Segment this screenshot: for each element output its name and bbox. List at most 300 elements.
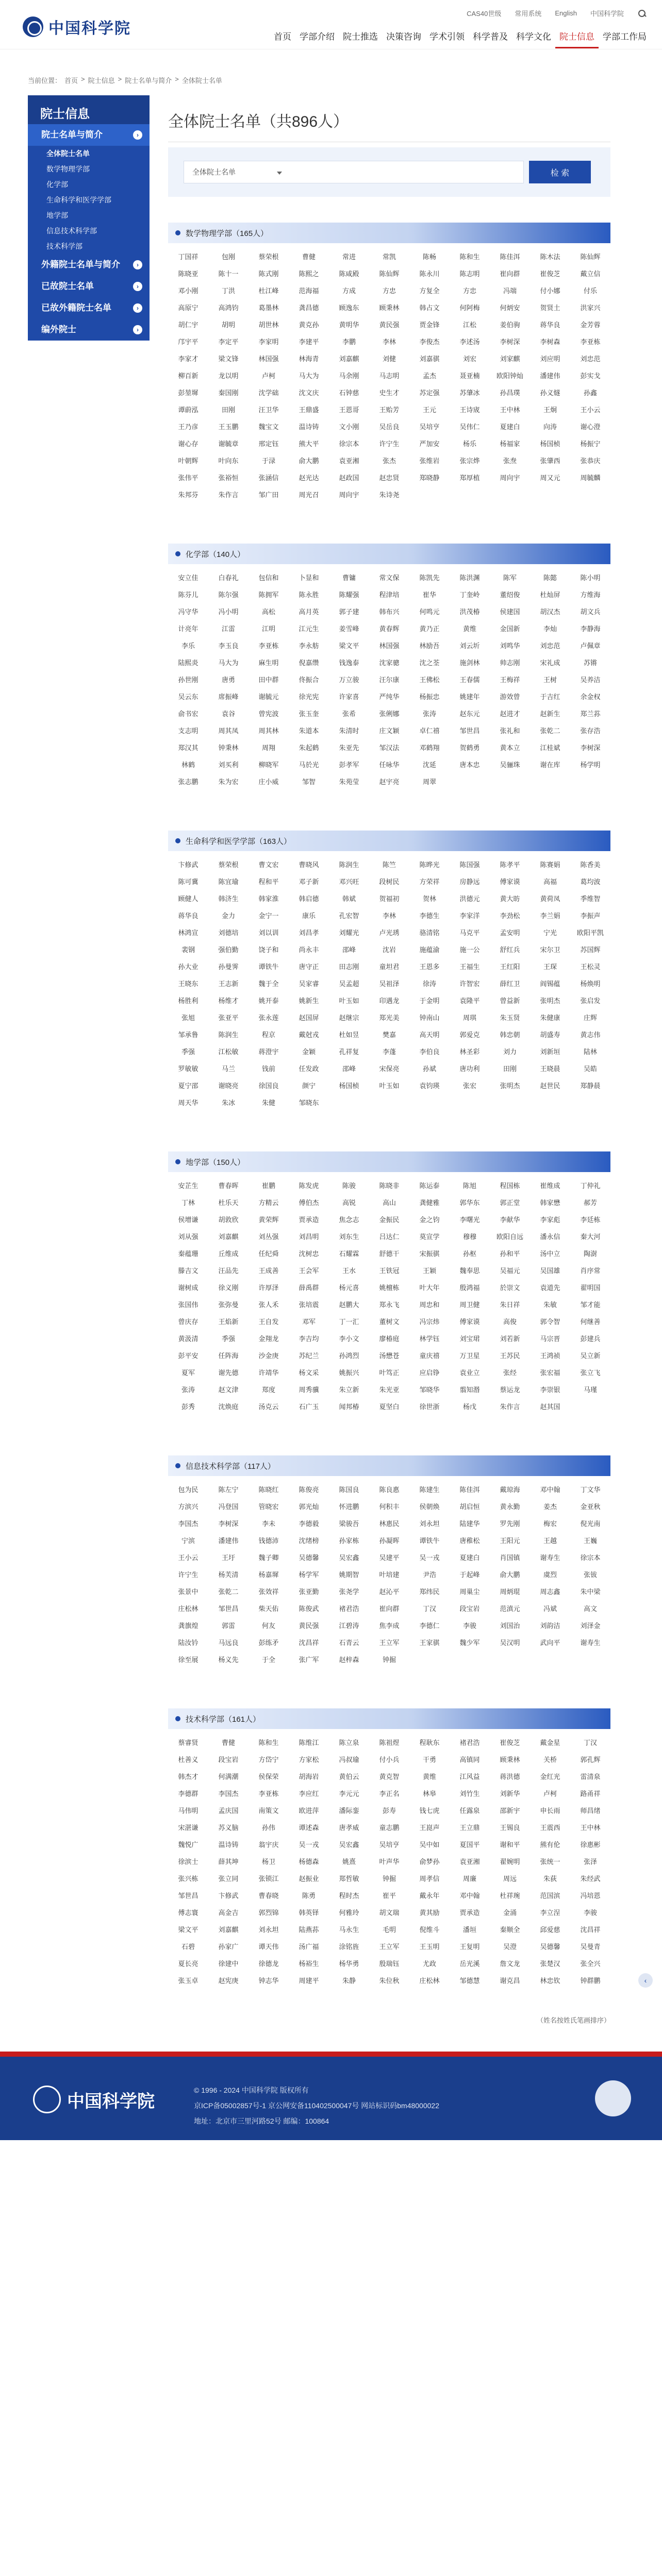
member-name-link[interactable]: 陈运泰 [419, 1182, 440, 1190]
member-name-link[interactable]: 洪家兴 [580, 304, 601, 312]
member-name-link[interactable]: 马远良 [218, 1639, 239, 1647]
member-name-link[interactable]: 郑度 [261, 1386, 275, 1394]
member-name-link[interactable]: 谭蔚泓 [178, 406, 198, 414]
member-name-link[interactable]: 汤广福 [299, 1943, 319, 1951]
sidebar-sub-info[interactable]: 信息技术科学部 [46, 227, 97, 235]
member-name-link[interactable]: 包刚 [221, 253, 235, 261]
member-name-link[interactable]: 李林 [382, 338, 396, 346]
member-name-link[interactable]: 崔华 [422, 591, 436, 599]
member-name-link[interactable]: 姚檀栋 [379, 1284, 400, 1292]
member-name-link[interactable]: 夏建白 [459, 1554, 480, 1562]
member-name-link[interactable]: 陈军 [503, 574, 517, 582]
member-name-link[interactable]: 方家松 [299, 1756, 319, 1764]
member-name-link[interactable]: 尚永丰 [299, 946, 319, 954]
member-name-link[interactable]: 黄大昉 [500, 895, 520, 903]
member-name-link[interactable]: 吴伟仁 [459, 423, 480, 431]
member-name-link[interactable]: 黄克智 [379, 1773, 400, 1781]
member-name-link[interactable]: 焦念志 [339, 1216, 359, 1224]
member-name-link[interactable]: 申长雨 [540, 1807, 560, 1815]
member-name-link[interactable]: 张永莲 [258, 1014, 279, 1022]
member-name-link[interactable]: 马宗晋 [540, 1335, 560, 1343]
member-name-link[interactable]: 丁文华 [580, 1486, 601, 1494]
member-name-link[interactable]: 林国强 [258, 355, 279, 363]
member-name-link[interactable]: 陈懿 [543, 574, 557, 582]
member-name-link[interactable]: 秦大河 [580, 1233, 601, 1241]
member-name-link[interactable]: 王炯 [543, 406, 557, 414]
member-name-link[interactable]: 傅志寰 [178, 1909, 198, 1917]
member-name-link[interactable]: 李未 [261, 1520, 275, 1528]
member-name-link[interactable]: 谢毓元 [258, 693, 279, 701]
member-name-link[interactable]: 张人禾 [258, 1301, 279, 1309]
member-name-link[interactable]: 杨振宁 [580, 440, 601, 448]
member-name-link[interactable]: 陈佳洱 [500, 253, 520, 261]
member-name-link[interactable]: 谢树成 [178, 1284, 198, 1292]
member-name-link[interactable]: 田志刚 [339, 963, 359, 971]
member-name-link[interactable]: 陈小明 [580, 574, 601, 582]
member-name-link[interactable]: 王中林 [500, 406, 520, 414]
member-name-link[interactable]: 吴培亨 [379, 1841, 400, 1849]
member-name-link[interactable]: 韩斌 [342, 895, 356, 903]
member-name-link[interactable]: 陈建生 [419, 1486, 440, 1494]
member-name-link[interactable]: 童庆禧 [419, 1352, 440, 1360]
nav-members[interactable]: 院士信息 [555, 31, 599, 48]
member-name-link[interactable]: 方荣祥 [419, 878, 440, 886]
member-name-link[interactable]: 李述汤 [459, 338, 480, 346]
member-name-link[interactable]: 干勇 [422, 1756, 436, 1764]
member-name-link[interactable]: 李家洋 [459, 912, 480, 920]
member-name-link[interactable]: 邓兴旺 [339, 878, 359, 886]
member-name-link[interactable]: 何炳安 [500, 304, 520, 312]
member-name-link[interactable]: 黄克孙 [299, 321, 319, 329]
member-name-link[interactable]: 孙和平 [500, 1250, 520, 1258]
member-name-link[interactable]: 施一公 [459, 946, 480, 954]
member-name-link[interactable]: 袁隆平 [459, 997, 480, 1005]
member-name-link[interactable]: 庄文颖 [379, 727, 400, 735]
member-name-link[interactable]: 黄荣辉 [258, 1216, 279, 1224]
member-name-link[interactable]: 曾庆存 [178, 1318, 198, 1326]
member-name-link[interactable]: 陈发虎 [299, 1182, 319, 1190]
member-name-link[interactable]: 汪尔康 [379, 676, 400, 684]
member-name-link[interactable]: 施剑林 [459, 659, 480, 667]
member-name-link[interactable]: 李振声 [580, 912, 601, 920]
member-name-link[interactable]: 陈永胜 [299, 591, 319, 599]
member-name-link[interactable]: 张恭庆 [580, 457, 601, 465]
member-name-link[interactable]: 俞书宏 [178, 710, 198, 718]
member-name-link[interactable]: 付小娜 [540, 287, 560, 295]
member-name-link[interactable]: 朱健康 [540, 1014, 560, 1022]
member-name-link[interactable]: 林圣彩 [459, 1048, 480, 1056]
member-name-link[interactable]: 贺贤土 [540, 304, 560, 312]
member-name-link[interactable]: 魏宝文 [258, 423, 279, 431]
member-name-link[interactable]: 孙凝晖 [379, 1537, 400, 1545]
member-name-link[interactable]: 邓鹤翔 [419, 744, 440, 752]
member-name-link[interactable]: 裴钢 [181, 946, 195, 954]
member-name-link[interactable]: 陈润生 [339, 861, 359, 869]
member-name-link[interactable]: 周毓麟 [580, 474, 601, 482]
member-name-link[interactable]: 朱静 [342, 1977, 356, 1985]
member-name-link[interactable]: 沈昌祥 [299, 1639, 319, 1647]
member-name-link[interactable]: 季维智 [580, 895, 601, 903]
member-name-link[interactable]: 帅志刚 [500, 659, 520, 667]
member-name-link[interactable]: 傅家谟 [459, 1318, 480, 1326]
member-name-link[interactable]: 周志鑫 [540, 1588, 560, 1596]
member-name-link[interactable]: 杨嘉墀 [258, 1571, 279, 1579]
member-name-link[interactable]: 张希 [342, 710, 356, 718]
member-name-link[interactable]: 樊嘉 [382, 1031, 396, 1039]
member-name-link[interactable]: 钱前 [261, 1065, 275, 1073]
member-name-link[interactable]: 杨学军 [299, 1571, 319, 1579]
member-name-link[interactable]: 欧进萍 [299, 1807, 319, 1815]
member-name-link[interactable]: 卢柯 [261, 372, 275, 380]
member-name-link[interactable]: 马志明 [379, 372, 400, 380]
member-name-link[interactable]: 季强 [181, 1048, 195, 1056]
member-name-link[interactable]: 王佛松 [419, 676, 440, 684]
member-name-link[interactable]: 曾宪波 [258, 710, 279, 718]
member-name-link[interactable]: 虞烈 [543, 1571, 557, 1579]
member-name-link[interactable]: 王晓晨 [540, 1065, 560, 1073]
member-name-link[interactable]: 庄松林 [178, 1605, 198, 1613]
member-name-link[interactable]: 王立鼎 [459, 1824, 480, 1832]
member-name-link[interactable]: 林海青 [299, 355, 319, 363]
member-name-link[interactable]: 胡启恒 [459, 1503, 480, 1511]
member-name-link[interactable]: 倪嘉缵 [299, 659, 319, 667]
member-name-link[interactable]: 吴澄 [503, 1943, 517, 1951]
member-name-link[interactable]: 骆清铭 [419, 929, 440, 937]
member-name-link[interactable]: 韩家淮 [258, 895, 279, 903]
member-name-link[interactable]: 于起峰 [459, 1571, 480, 1579]
member-name-link[interactable]: 金振民 [379, 1216, 400, 1224]
member-name-link[interactable]: 林皋 [422, 1790, 436, 1798]
member-name-link[interactable]: 何继善 [580, 1318, 601, 1326]
member-name-link[interactable]: 曹文宏 [258, 861, 279, 869]
member-name-link[interactable]: 赵梓森 [339, 1656, 359, 1664]
search-button[interactable]: 检 索 [529, 161, 591, 183]
member-name-link[interactable]: 陈勇 [302, 1892, 316, 1900]
member-name-link[interactable]: 刘韵洁 [540, 1622, 560, 1630]
member-name-link[interactable]: 马瑾 [583, 1386, 597, 1394]
member-name-link[interactable]: 龙以明 [218, 372, 239, 380]
member-name-link[interactable]: 郑汉其 [178, 744, 198, 752]
member-name-link[interactable]: 张尧学 [339, 1588, 359, 1596]
member-name-link[interactable]: 苏义脑 [218, 1824, 239, 1832]
crumb-list-intro[interactable]: 院士名单与简介 [125, 77, 172, 84]
member-name-link[interactable]: 陆汝钤 [178, 1639, 198, 1647]
member-name-link[interactable]: 史生才 [379, 389, 400, 397]
member-name-link[interactable]: 詹文龙 [500, 1960, 520, 1968]
member-name-link[interactable]: 胡世林 [258, 321, 279, 329]
member-name-link[interactable]: 邢定钰 [258, 440, 279, 448]
member-name-link[interactable]: 蔡睿贤 [178, 1739, 198, 1747]
member-name-link[interactable]: 孔宏智 [339, 912, 359, 920]
member-name-link[interactable]: 任咏华 [379, 761, 400, 769]
member-name-link[interactable]: 陶澍 [583, 1250, 597, 1258]
member-name-link[interactable]: 程时杰 [339, 1892, 359, 1900]
member-name-link[interactable]: 袁钧瑛 [419, 1082, 440, 1090]
member-name-link[interactable]: 张乾二 [218, 1588, 239, 1596]
toplink-cas[interactable]: 中国科学院 [590, 10, 624, 18]
member-name-link[interactable]: 高松 [261, 608, 275, 616]
member-name-link[interactable]: 陈立泉 [339, 1739, 359, 1747]
member-name-link[interactable]: 李鹏 [342, 338, 356, 346]
member-name-link[interactable]: 邹晓东 [299, 1099, 319, 1107]
member-name-link[interactable]: 谭天伟 [258, 1943, 279, 1951]
member-name-link[interactable]: 孙伟 [261, 1824, 275, 1832]
member-name-link[interactable]: 卜显和 [299, 574, 319, 582]
member-name-link[interactable]: 李蓬 [382, 1048, 396, 1056]
member-name-link[interactable]: 陈骏 [342, 1182, 356, 1190]
member-name-link[interactable]: 叶笃正 [379, 1369, 400, 1377]
member-name-link[interactable]: 江松 [462, 321, 476, 329]
member-name-link[interactable]: 向涛 [543, 423, 557, 431]
member-name-link[interactable]: 赵其国 [540, 1403, 560, 1411]
member-name-link[interactable]: 刘泽金 [580, 1622, 601, 1630]
member-name-link[interactable]: 张全兴 [580, 1960, 601, 1968]
member-name-link[interactable]: 何积丰 [379, 1503, 400, 1511]
member-name-link[interactable]: 张兴栋 [178, 1875, 198, 1883]
member-name-link[interactable]: 刘云圻 [459, 642, 480, 650]
member-name-link[interactable]: 孙曼霁 [218, 963, 239, 971]
member-name-link[interactable]: 方滨兴 [178, 1503, 198, 1511]
member-name-link[interactable]: 王立军 [379, 1943, 400, 1951]
member-name-link[interactable]: 吴德馨 [299, 1554, 319, 1562]
member-name-link[interactable]: 周其凤 [218, 727, 239, 735]
member-name-link[interactable]: 杨焕明 [580, 980, 601, 988]
member-name-link[interactable]: 陈拥军 [258, 591, 279, 599]
member-name-link[interactable]: 陈尔强 [218, 591, 239, 599]
member-name-link[interactable]: 林鹤 [181, 761, 195, 769]
sidebar-item-extra[interactable] [28, 319, 150, 341]
member-name-link[interactable]: 吴一戎 [419, 1554, 440, 1562]
member-name-link[interactable]: 朱亚先 [339, 744, 359, 752]
member-name-link[interactable]: 韩忠朝 [500, 1031, 520, 1039]
member-name-link[interactable]: 侯增谦 [178, 1216, 198, 1224]
nav-intro[interactable]: 学部介绍 [300, 32, 335, 42]
member-name-link[interactable]: 赵东元 [459, 710, 480, 718]
member-name-link[interactable]: 贺福初 [379, 895, 400, 903]
nav-home[interactable]: 首页 [274, 32, 291, 42]
member-name-link[interactable]: 石广玉 [299, 1403, 319, 1411]
member-name-link[interactable]: 刘新垣 [540, 1048, 560, 1056]
member-name-link[interactable]: 周天华 [178, 1099, 198, 1107]
member-name-link[interactable]: 彭寿 [382, 1807, 396, 1815]
member-name-link[interactable]: 吴国雄 [540, 1267, 560, 1275]
member-name-link[interactable]: 温诗铸 [299, 423, 319, 431]
member-name-link[interactable]: 马大为 [299, 372, 319, 380]
member-name-link[interactable]: 杨裕生 [299, 1960, 319, 1968]
member-name-link[interactable]: 李崇银 [540, 1386, 560, 1394]
member-name-link[interactable]: 南策文 [258, 1807, 279, 1815]
member-name-link[interactable]: 朱诗尧 [379, 491, 400, 499]
member-name-link[interactable]: 邓中翰 [540, 1486, 560, 1494]
member-name-link[interactable]: 吴云东 [178, 693, 198, 701]
sidebar-sub-life[interactable]: 生命科学和医学学部 [46, 196, 111, 204]
member-name-link[interactable]: 谢寿生 [580, 1639, 601, 1647]
member-name-link[interactable]: 张效祥 [258, 1588, 279, 1596]
member-name-link[interactable]: 邓小刚 [178, 287, 198, 295]
member-name-link[interactable]: 程耿东 [419, 1739, 440, 1747]
sidebar-sub-all[interactable]: 全体院士名单 [46, 149, 90, 158]
member-name-link[interactable]: 卞修武 [178, 861, 198, 869]
member-name-link[interactable]: 黄本立 [500, 744, 520, 752]
member-name-link[interactable]: 龚昌德 [299, 304, 319, 312]
member-name-link[interactable]: 崔平 [382, 1892, 396, 1900]
member-name-link[interactable]: 熊大平 [299, 440, 319, 448]
member-name-link[interactable]: 张涵信 [258, 474, 279, 482]
member-name-link[interactable]: 吴曼青 [580, 1943, 601, 1951]
member-name-link[interactable]: 袁道先 [540, 1284, 560, 1292]
member-name-link[interactable]: 李德群 [178, 1790, 198, 1798]
member-name-link[interactable]: 韩布兴 [379, 608, 400, 616]
member-name-link[interactable]: 徐国良 [258, 1082, 279, 1090]
member-name-link[interactable]: 李应红 [299, 1790, 319, 1798]
member-name-link[interactable]: 叶向东 [218, 457, 239, 465]
member-name-link[interactable]: 邹汉法 [379, 744, 400, 752]
member-name-link[interactable]: 谭铁牛 [258, 963, 279, 971]
member-name-link[interactable]: 金红光 [540, 1773, 560, 1781]
member-name-link[interactable]: 高镇同 [459, 1756, 480, 1764]
member-name-link[interactable]: 黄荷凤 [540, 895, 560, 903]
member-name-link[interactable]: 沈学础 [258, 389, 279, 397]
member-name-link[interactable]: 刘家麒 [500, 355, 520, 363]
nav-consult[interactable]: 决策咨询 [386, 32, 421, 42]
member-name-link[interactable]: 王家骐 [419, 1639, 440, 1647]
member-name-link[interactable]: 杨义先 [218, 1656, 239, 1664]
member-name-link[interactable]: 汪卫华 [258, 406, 279, 414]
nav-bureau[interactable]: 学部工作局 [603, 32, 647, 42]
member-name-link[interactable]: 陆燕荪 [299, 1926, 319, 1934]
member-name-link[interactable]: 徐宗本 [339, 440, 359, 448]
member-name-link[interactable]: 周忠和 [419, 1301, 440, 1309]
nav-election[interactable]: 院士推选 [343, 32, 378, 42]
member-name-link[interactable]: 包信和 [258, 574, 279, 582]
member-name-link[interactable]: 钱逸泰 [339, 659, 359, 667]
member-name-link[interactable]: 崔向群 [500, 270, 520, 278]
member-name-link[interactable]: 张立同 [218, 1875, 239, 1883]
member-name-link[interactable]: 陈志明 [459, 270, 480, 278]
member-name-link[interactable]: 刘耀光 [339, 929, 359, 937]
member-name-link[interactable]: 唐稚松 [459, 1537, 480, 1545]
member-name-link[interactable]: 傅伯杰 [299, 1199, 319, 1207]
member-name-link[interactable]: 金国新 [500, 625, 520, 633]
member-name-link[interactable]: 龚健雅 [419, 1199, 440, 1207]
member-name-link[interactable]: 李乐 [181, 642, 195, 650]
member-name-link[interactable]: 周孝信 [419, 1875, 440, 1883]
member-name-link[interactable]: 段宝岩 [218, 1756, 239, 1764]
member-name-link[interactable]: 程津培 [379, 591, 400, 599]
member-name-link[interactable]: 殷鸿福 [459, 1284, 480, 1292]
member-name-link[interactable]: 薛红卫 [500, 980, 520, 988]
member-name-link[interactable]: 陈耀强 [339, 591, 359, 599]
member-name-link[interactable]: 赵忠贤 [379, 474, 400, 482]
member-name-link[interactable]: 徐惠彬 [580, 1841, 601, 1849]
member-name-link[interactable]: 张启发 [580, 997, 601, 1005]
member-name-link[interactable]: 何满潮 [218, 1773, 239, 1781]
member-name-link[interactable]: 周翠 [422, 778, 436, 786]
member-name-link[interactable]: 魏少军 [459, 1639, 480, 1647]
member-name-link[interactable]: 潘建伟 [218, 1537, 239, 1545]
member-name-link[interactable]: 张弥曼 [218, 1301, 239, 1309]
member-name-link[interactable]: 李树深 [580, 744, 601, 752]
member-name-link[interactable]: 吴骊珠 [500, 761, 520, 769]
member-name-link[interactable]: 王春儒 [459, 676, 480, 684]
member-name-link[interactable]: 夏国平 [459, 1841, 480, 1849]
member-name-link[interactable]: 谭述森 [299, 1824, 319, 1832]
member-name-link[interactable]: 陈左宁 [218, 1486, 239, 1494]
member-name-link[interactable]: 江桂斌 [540, 744, 560, 752]
member-name-link[interactable]: 胡仁宇 [178, 321, 198, 329]
member-name-link[interactable]: 陈和生 [459, 253, 480, 261]
member-name-link[interactable]: 刘嘉麒 [218, 1233, 239, 1241]
member-name-link[interactable]: 朱作言 [218, 491, 239, 499]
member-name-link[interactable]: 周翔 [261, 744, 275, 752]
member-name-link[interactable]: 叶声华 [379, 1858, 400, 1866]
member-name-link[interactable]: 金涌 [503, 1909, 517, 1917]
member-name-link[interactable]: 蔡荣根 [258, 253, 279, 261]
member-name-link[interactable]: 文小刚 [339, 423, 359, 431]
member-name-link[interactable]: 邹广田 [258, 491, 279, 499]
member-name-link[interactable]: 蒋华良 [178, 912, 198, 920]
member-name-link[interactable]: 杨戊 [462, 1403, 476, 1411]
member-name-link[interactable]: 陈俊亮 [299, 1486, 319, 1494]
member-name-link[interactable]: 杨胜利 [178, 997, 198, 1005]
member-name-link[interactable]: 万卫星 [459, 1352, 480, 1360]
member-name-link[interactable]: 张玉卓 [178, 1977, 198, 1985]
member-name-link[interactable]: 宁光 [543, 929, 557, 937]
member-name-link[interactable]: 庄松林 [419, 1977, 440, 1985]
member-name-link[interactable]: 吴中如 [419, 1841, 440, 1849]
member-name-link[interactable]: 李献华 [500, 1216, 520, 1224]
member-name-link[interactable]: 张宗烨 [459, 457, 480, 465]
member-name-link[interactable]: 翦知湣 [459, 1386, 480, 1394]
member-name-link[interactable]: 吴宏鑫 [339, 1554, 359, 1562]
member-name-link[interactable]: 高金吉 [218, 1909, 239, 1917]
member-name-link[interactable]: 程国栋 [500, 1182, 520, 1190]
member-name-link[interactable]: 翟婉明 [500, 1858, 520, 1866]
member-name-link[interactable]: 王中林 [580, 1824, 601, 1832]
member-name-link[interactable]: 顾健人 [178, 895, 198, 903]
member-name-link[interactable]: 佟振合 [299, 676, 319, 684]
member-name-link[interactable]: 李吉均 [299, 1335, 319, 1343]
member-name-link[interactable]: 张涛 [422, 710, 436, 718]
member-name-link[interactable]: 王贻芳 [379, 406, 400, 414]
member-name-link[interactable]: 周又元 [540, 474, 560, 482]
member-name-link[interactable]: 邹晓华 [419, 1386, 440, 1394]
member-name-link[interactable]: 高原宁 [178, 304, 198, 312]
member-name-link[interactable]: 石钟慈 [339, 389, 359, 397]
member-name-link[interactable]: 葛墨林 [258, 304, 279, 312]
member-name-link[interactable]: 石碧 [181, 1943, 195, 1951]
member-name-link[interactable]: 高鸿钧 [218, 304, 239, 312]
member-name-link[interactable]: 方复全 [419, 287, 440, 295]
member-name-link[interactable]: 何鸣元 [419, 608, 440, 616]
member-name-link[interactable]: 王小云 [178, 1554, 198, 1562]
member-name-link[interactable]: 丁奎岭 [459, 591, 480, 599]
member-name-link[interactable]: 李劲松 [500, 912, 520, 920]
member-name-link[interactable]: 刘嘉骐 [419, 355, 440, 363]
member-name-link[interactable]: 周炳琨 [500, 1588, 520, 1596]
member-name-link[interactable]: 王玉明 [419, 1943, 440, 1951]
member-name-link[interactable]: 吴培亨 [419, 423, 440, 431]
member-name-link[interactable]: 褚君浩 [339, 1605, 359, 1613]
member-name-link[interactable]: 吴岳良 [379, 423, 400, 431]
member-name-link[interactable]: 李骏 [583, 1909, 597, 1917]
member-name-link[interactable]: 杜祥琬 [500, 1892, 520, 1900]
member-name-link[interactable]: 严纯华 [379, 693, 400, 701]
member-name-link[interactable]: 陈晓亚 [178, 270, 198, 278]
member-name-link[interactable]: 涂铭旌 [339, 1943, 359, 1951]
member-name-link[interactable]: 吴祖泽 [379, 980, 400, 988]
member-name-link[interactable]: 欧阳钟灿 [496, 372, 523, 380]
